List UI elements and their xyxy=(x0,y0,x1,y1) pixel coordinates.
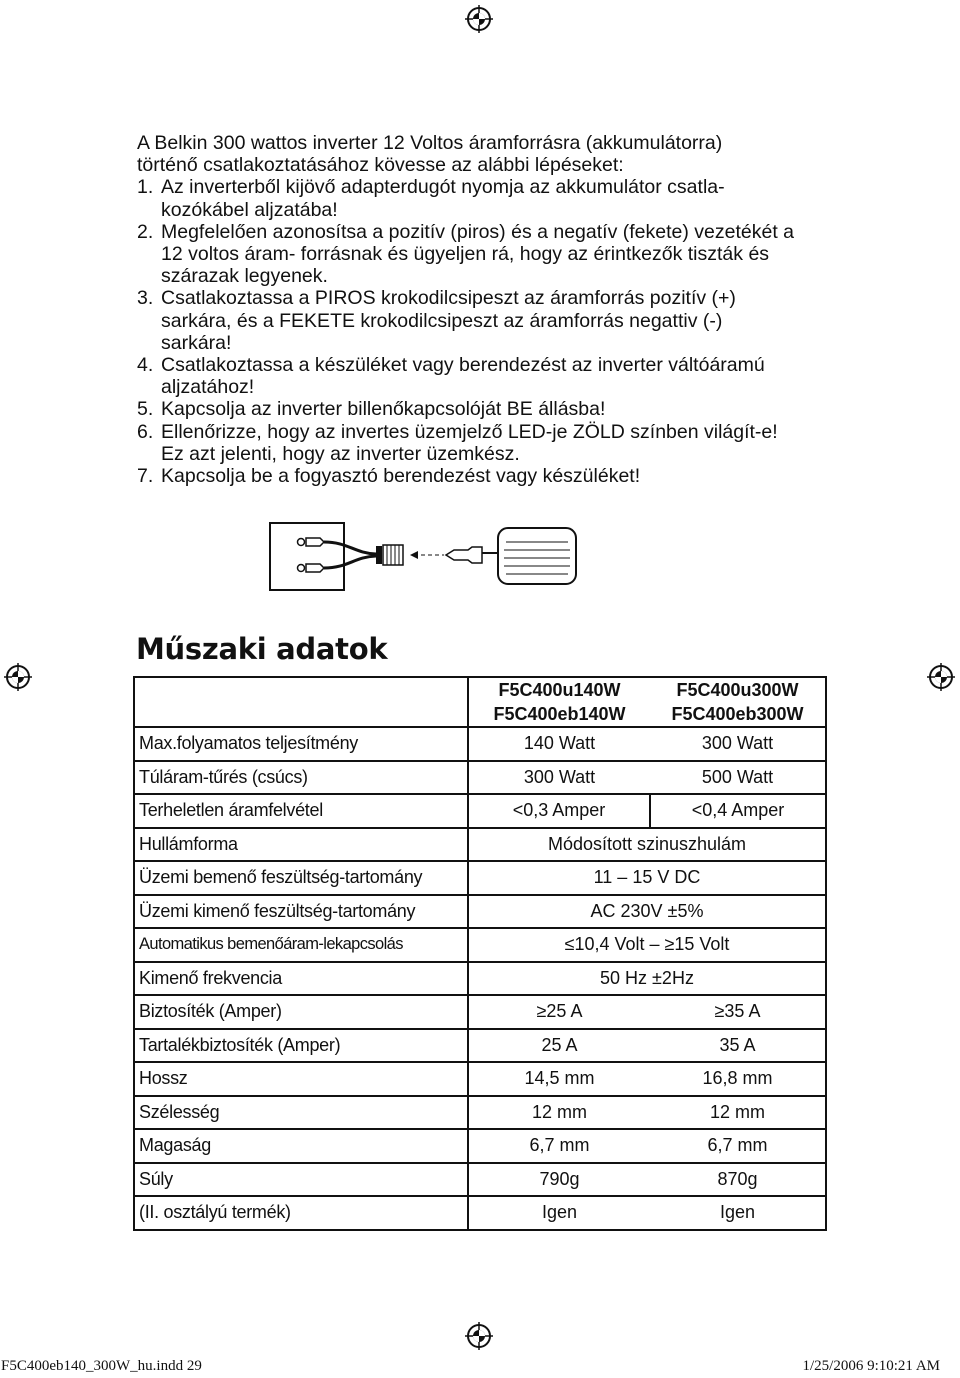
step-text: Ellenőrizze, hogy az invertes üzemjelző LED-je ZÖLD színben világít-e! xyxy=(161,420,778,443)
row-value-2: 300 Watt xyxy=(650,727,826,761)
row-value-span: Módosított szinuszhulám xyxy=(468,828,826,862)
table-row xyxy=(134,794,826,828)
row-label: Terheletlen áramfelvétel xyxy=(134,794,468,828)
row-value-2: Igen xyxy=(650,1196,826,1230)
row-label: Üzemi bemenő feszültség-tartomány xyxy=(134,861,468,895)
file-slug: F5C400eb140_300W_hu.indd 29 xyxy=(1,1358,202,1374)
row-value-2: <0,4 Amper xyxy=(650,794,826,828)
row-value-span: 50 Hz ±2Hz xyxy=(468,962,826,996)
step-5 xyxy=(137,398,837,420)
step-4 xyxy=(137,354,837,398)
table-row xyxy=(134,962,826,996)
intro-line: A Belkin 300 wattos inverter 12 Voltos áramforrásra (akkumulátorra) xyxy=(137,132,723,154)
row-value-span: AC 230V ±5% xyxy=(468,895,826,929)
step-text: Csatlakoztassa a készüléket vagy berendezést az inverter váltóáramú xyxy=(161,354,765,377)
row-label: Szélesség xyxy=(134,1096,468,1130)
row-value-2: ≥35 A xyxy=(650,995,826,1029)
step-text: Az inverterből kijövő adapterdugót nyomja az akkumulátor csatla- xyxy=(161,176,725,199)
step-number: 3. xyxy=(137,287,154,310)
row-value-1: 6,7 mm xyxy=(468,1129,650,1163)
table-row xyxy=(134,761,826,795)
table-row xyxy=(134,1062,826,1096)
row-value-1: 12 mm xyxy=(468,1096,650,1130)
step-number: 4. xyxy=(137,354,154,377)
table-row xyxy=(134,727,826,761)
step-2 xyxy=(137,221,837,288)
step-text: 12 voltos áram- forrásnak és ügyeljen rá, hogy az érintkezők tiszták és xyxy=(161,243,770,266)
row-label: Kimenő frekvencia xyxy=(134,962,468,996)
row-value-1: 140 Watt xyxy=(468,727,650,761)
table-row xyxy=(134,1196,826,1230)
step-text: kozókábel aljzatába! xyxy=(161,198,338,221)
table-header-row xyxy=(134,677,826,727)
step-text: Megfelelően azonosítsa a pozitív (piros) és a negatív (fekete) vezetékét a xyxy=(161,220,795,243)
header-blank xyxy=(134,677,468,727)
row-value-2: 500 Watt xyxy=(650,761,826,795)
table-row xyxy=(134,895,826,929)
step-6 xyxy=(137,421,837,465)
row-label: (II. osztályú termék) xyxy=(134,1196,468,1230)
specs-table xyxy=(133,676,827,1231)
table-row xyxy=(134,928,826,962)
print-timestamp: 1/25/2006 9:10:21 AM xyxy=(802,1358,940,1374)
step-text: sarkára, és a FEKETE krokodilcsipeszt az áramforrás negattiv (-) xyxy=(161,309,723,332)
table-row xyxy=(134,1029,826,1063)
row-value-span: 11 – 15 V DC xyxy=(468,861,826,895)
row-value-1: ≥25 A xyxy=(468,995,650,1029)
instructions xyxy=(137,132,837,487)
table-row xyxy=(134,995,826,1029)
registration-mark-icon xyxy=(927,663,955,691)
row-value-1: 25 A xyxy=(468,1029,650,1063)
step-number: 2. xyxy=(137,220,154,243)
step-number: 1. xyxy=(137,176,154,199)
step-number: 7. xyxy=(137,465,154,488)
step-text: Csatlakoztassa a PIROS krokodilcsipeszt az áramforrás pozitív (+) xyxy=(161,287,736,310)
model-name: F5C400u300W xyxy=(676,680,799,700)
model-name: F5C400eb140W xyxy=(493,704,626,724)
row-value-2: 6,7 mm xyxy=(650,1129,826,1163)
row-value-span: ≤10,4 Volt – ≥15 Volt xyxy=(468,928,826,962)
table-row xyxy=(134,828,826,862)
row-label: Súly xyxy=(134,1163,468,1197)
row-value-1: 14,5 mm xyxy=(468,1062,650,1096)
step-text: Kapcsolja be a fogyasztó berendezést vagy készüléket! xyxy=(161,465,641,488)
step-number: 5. xyxy=(137,398,154,421)
connection-diagram xyxy=(268,520,588,592)
row-value-2: 870g xyxy=(650,1163,826,1197)
row-label: Üzemi kimenő feszültség-tartomány xyxy=(134,895,468,929)
model-name: F5C400eb300W xyxy=(671,704,804,724)
registration-mark-icon xyxy=(465,5,493,33)
step-3 xyxy=(137,287,837,354)
step-1 xyxy=(137,176,837,220)
model-col-2 xyxy=(650,677,826,727)
step-text: sarkára! xyxy=(161,331,232,354)
row-label: Automatikus bemenőáram-lekapcsolás xyxy=(134,928,468,962)
row-value-1: Igen xyxy=(468,1196,650,1230)
row-label: Hullámforma xyxy=(134,828,468,862)
row-label: Hossz xyxy=(134,1062,468,1096)
step-text: aljzatához! xyxy=(161,376,255,399)
row-label: Túláram-tűrés (csúcs) xyxy=(134,761,468,795)
table-row xyxy=(134,1163,826,1197)
row-label: Magaság xyxy=(134,1129,468,1163)
row-label: Max.folyamatos teljesítmény xyxy=(134,727,468,761)
row-value-1: 790g xyxy=(468,1163,650,1197)
row-value-1: <0,3 Amper xyxy=(468,794,650,828)
step-number: 6. xyxy=(137,420,154,443)
table-row xyxy=(134,861,826,895)
table-row xyxy=(134,1129,826,1163)
table-row xyxy=(134,1096,826,1130)
intro-line: történő csatlakoztatásához kövesse az alábbi lépéseket: xyxy=(137,154,624,177)
row-label: Biztosíték (Amper) xyxy=(134,995,468,1029)
row-value-2: 35 A xyxy=(650,1029,826,1063)
model-name: F5C400u140W xyxy=(498,680,621,700)
step-text: Ez azt jelenti, hogy az inverter üzemkész. xyxy=(161,442,520,465)
step-text: Kapcsolja az inverter billenőkapcsolóját BE állásba! xyxy=(161,398,606,421)
specs-title: Műszaki adatok xyxy=(136,632,388,666)
row-value-2: 12 mm xyxy=(650,1096,826,1130)
model-col-1 xyxy=(468,677,650,727)
step-text: szárazak legyenek. xyxy=(161,265,328,288)
row-value-2: 16,8 mm xyxy=(650,1062,826,1096)
row-label: Tartalékbiztosíték (Amper) xyxy=(134,1029,468,1063)
registration-mark-icon xyxy=(4,663,32,691)
step-7 xyxy=(137,465,837,487)
registration-mark-icon xyxy=(465,1322,493,1350)
row-value-1: 300 Watt xyxy=(468,761,650,795)
